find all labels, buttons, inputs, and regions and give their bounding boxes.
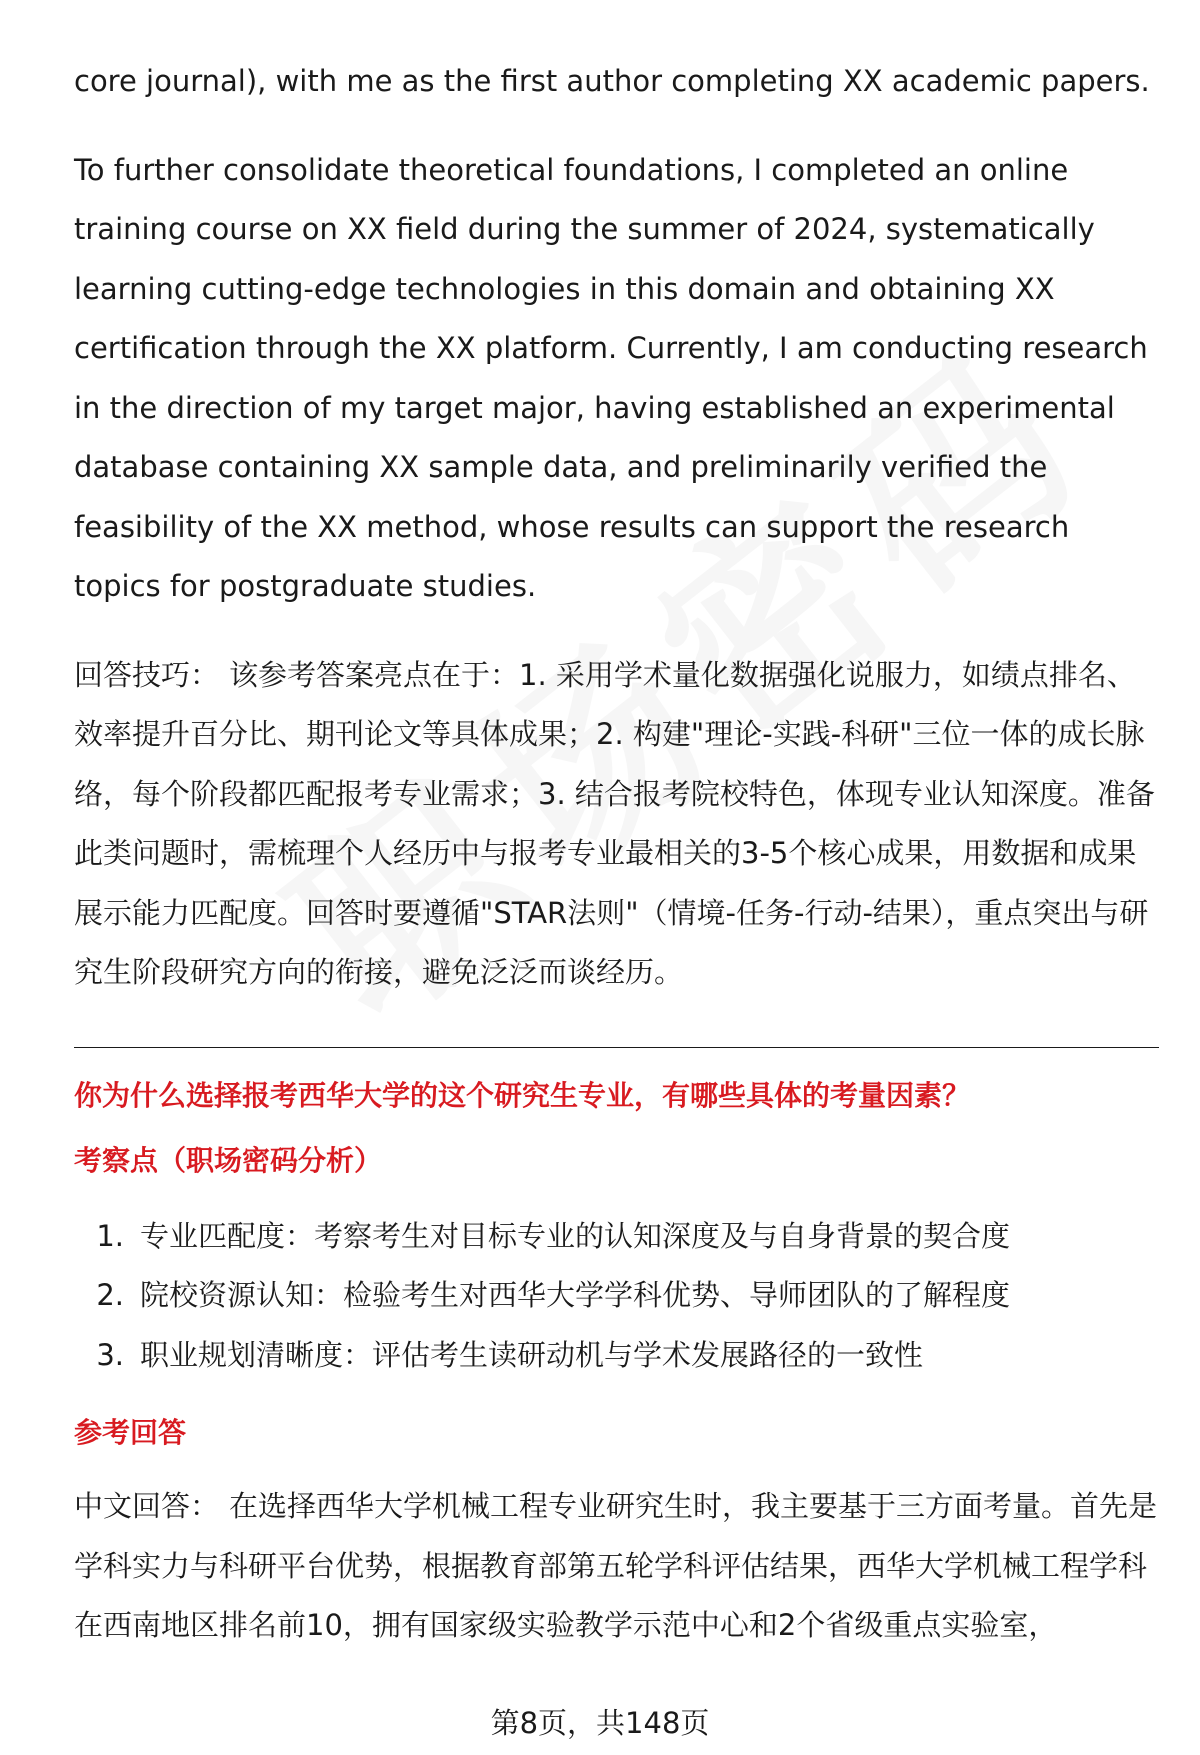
paragraph-first-author: core journal), with me as the first author completing XX academic papers.: [74, 64, 1150, 98]
list-text: 职业规划清晰度：评估考生读研动机与学术发展路径的一致性: [140, 1337, 924, 1372]
answer-tips: [74, 646, 1159, 1003]
section-divider: [74, 1047, 1159, 1048]
list-number: 1.: [96, 1218, 124, 1253]
answer-label: 中文回答：: [74, 1489, 220, 1523]
list-number: 2.: [96, 1278, 124, 1312]
points-heading: 考察点（职场密码分析）: [74, 1143, 383, 1177]
list-item: [74, 1326, 1159, 1386]
points-list: [74, 1207, 1159, 1386]
document-page: [74, 52, 1159, 1656]
list-text: 院校资源认知：检验考生对西华大学学科优势、导师团队的了解程度: [140, 1278, 1011, 1312]
page-footer: 第8页，共148页: [490, 1706, 710, 1740]
paragraph-training: To further consolidate theoretical foundations, I completed an online training course on XX field during the summer of 2024, systematically learning cutting-edge technologies in this domain and obtaining XX certification through the XX platform. Currently, I am conducting research in the direction of my target major, having established an experimental database containing XX sample data, and preliminarily verified the feasibility of the XX method, whose results can support the research topics for postgraduate studies.: [74, 152, 1148, 603]
tips-label: 回答技巧：: [74, 657, 220, 692]
list-item: [74, 1207, 1159, 1267]
list-text: 专业匹配度：考察考生对目标专业的认知深度及与自身背景的契合度: [140, 1218, 1011, 1253]
answer-text: 在选择西华大学机械工程专业研究生时，我主要基于三方面考量。首先是学科实力与科研平台优势，根据教育部第五轮学科评估结果，西华大学机械工程学科在西南地区排名前10，拥有国家级实验教学示范中心和2个省级重点实验室，: [74, 1489, 1158, 1642]
question-heading: 你为什么选择报考西华大学的这个研究生专业，有哪些具体的考量因素？: [74, 1078, 971, 1112]
list-number: 3.: [96, 1337, 124, 1372]
chinese-answer: [74, 1477, 1159, 1656]
tips-text: 该参考答案亮点在于：1. 采用学术量化数据强化说服力，如绩点排名、效率提升百分比、期刊论文等具体成果；2. 构建"理论-实践-科研"三位一体的成长脉络，每个阶段都匹配报考专业需求；3. 结合报考院校特色，体现专业认知深度。准备此类问题时，需梳理个人经历中与报考专业最相关的3-5个核心成果，用数据和成果展示能力匹配度。回答时要遵循"STAR法则"（情境-任务-行动-结果），重点突出与研究生阶段研究方向的衔接，避免泛泛而谈经历。: [74, 657, 1155, 989]
list-item: [74, 1266, 1159, 1326]
reference-heading: 参考回答: [74, 1416, 187, 1449]
